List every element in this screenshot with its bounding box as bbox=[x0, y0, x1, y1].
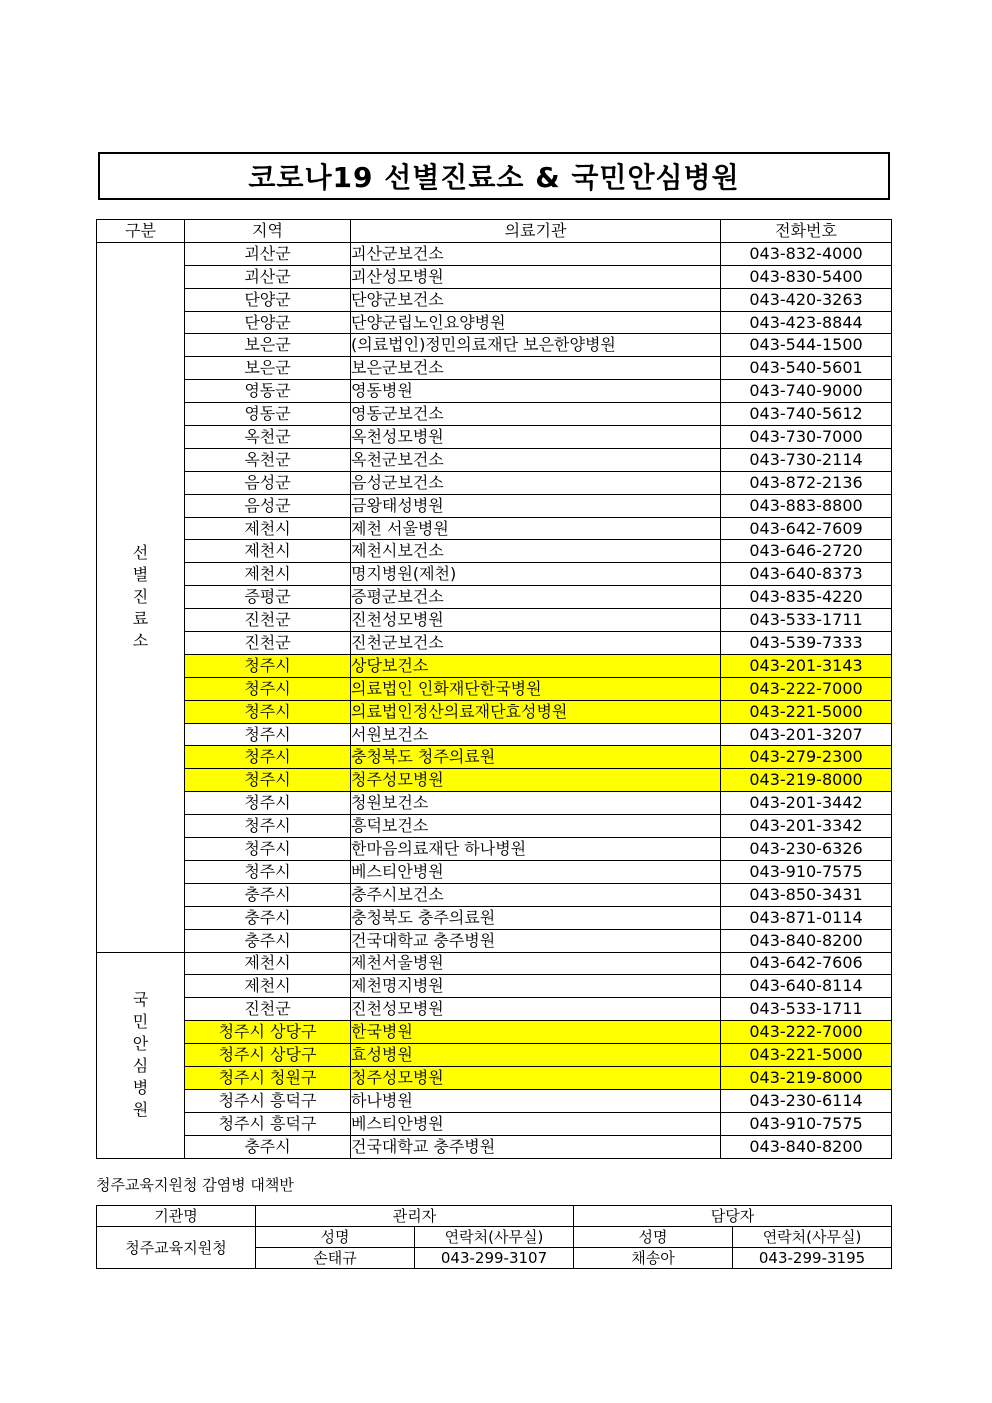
phone-cell: 043-279-2300 bbox=[721, 746, 892, 769]
table-row bbox=[97, 242, 892, 265]
region-cell: 제천시 bbox=[185, 563, 351, 586]
institution-cell: 괴산성모병원 bbox=[351, 265, 721, 288]
region-cell: 제천시 bbox=[185, 517, 351, 540]
page-title: 코로나19 선별진료소 & 국민안심병원 bbox=[248, 161, 740, 194]
institution-cell: 청주성모병원 bbox=[351, 769, 721, 792]
table-row bbox=[97, 540, 892, 563]
institution-cell: 상당보건소 bbox=[351, 654, 721, 677]
phone-cell: 043-840-8200 bbox=[721, 1135, 892, 1158]
phone-cell: 043-201-3342 bbox=[721, 815, 892, 838]
phone-cell: 043-830-5400 bbox=[721, 265, 892, 288]
institution-cell: 충주시보건소 bbox=[351, 883, 721, 906]
phone-cell: 043-201-3442 bbox=[721, 792, 892, 815]
staff-phone-label: 연락처(사무실) bbox=[733, 1227, 892, 1248]
manager-label: 관리자 bbox=[256, 1206, 574, 1227]
phone-cell: 043-640-8114 bbox=[721, 975, 892, 998]
table-row bbox=[97, 426, 892, 449]
region-cell: 진천군 bbox=[185, 632, 351, 655]
institution-cell: 단양군립노인요양병원 bbox=[351, 311, 721, 334]
institution-cell: 진천군보건소 bbox=[351, 632, 721, 655]
phone-cell: 043-740-9000 bbox=[721, 380, 892, 403]
table-row bbox=[97, 1021, 892, 1044]
institution-cell: 제천명지병원 bbox=[351, 975, 721, 998]
table-row bbox=[97, 403, 892, 426]
table-row bbox=[97, 746, 892, 769]
table-row bbox=[97, 815, 892, 838]
phone-cell: 043-642-7606 bbox=[721, 952, 892, 975]
table-row bbox=[97, 723, 892, 746]
phone-cell: 043-222-7000 bbox=[721, 677, 892, 700]
institution-cell: 보은군보건소 bbox=[351, 357, 721, 380]
manager-phone: 043-299-3107 bbox=[415, 1248, 574, 1269]
institution-cell: 한국병원 bbox=[351, 1021, 721, 1044]
category-label: 선별진료소 bbox=[132, 543, 149, 651]
header-phone: 전화번호 bbox=[721, 220, 892, 243]
table-row bbox=[97, 517, 892, 540]
institution-cell: 명지병원(제천) bbox=[351, 563, 721, 586]
table-row bbox=[97, 700, 892, 723]
institution-cell: 증평군보건소 bbox=[351, 586, 721, 609]
region-cell: 충주시 bbox=[185, 906, 351, 929]
phone-cell: 043-740-5612 bbox=[721, 403, 892, 426]
region-cell: 영동군 bbox=[185, 403, 351, 426]
header-institution: 의료기관 bbox=[351, 220, 721, 243]
phone-cell: 043-642-7609 bbox=[721, 517, 892, 540]
region-cell: 청주시 bbox=[185, 815, 351, 838]
table-row bbox=[97, 792, 892, 815]
region-cell: 청주시 bbox=[185, 838, 351, 861]
table-row bbox=[97, 1044, 892, 1067]
region-cell: 단양군 bbox=[185, 311, 351, 334]
title-box bbox=[98, 152, 890, 200]
header-category: 구분 bbox=[97, 220, 185, 243]
category-label: 국민안심병원 bbox=[132, 990, 149, 1119]
manager-name: 손태규 bbox=[256, 1248, 415, 1269]
institution-cell: 베스티안병원 bbox=[351, 860, 721, 883]
phone-cell: 043-201-3207 bbox=[721, 723, 892, 746]
institution-cell: 단양군보건소 bbox=[351, 288, 721, 311]
table-row bbox=[97, 883, 892, 906]
phone-cell: 043-872-2136 bbox=[721, 471, 892, 494]
table-body bbox=[97, 242, 892, 1158]
table-row bbox=[97, 311, 892, 334]
phone-cell: 043-539-7333 bbox=[721, 632, 892, 655]
region-cell: 증평군 bbox=[185, 586, 351, 609]
table-row bbox=[97, 860, 892, 883]
org-label: 기관명 bbox=[97, 1206, 256, 1227]
institution-cell: 제천 서울병원 bbox=[351, 517, 721, 540]
region-cell: 충주시 bbox=[185, 929, 351, 952]
region-cell: 음성군 bbox=[185, 471, 351, 494]
phone-cell: 043-423-8844 bbox=[721, 311, 892, 334]
institution-cell: 진천성모병원 bbox=[351, 998, 721, 1021]
region-cell: 청주시 상당구 bbox=[185, 1044, 351, 1067]
phone-cell: 043-871-0114 bbox=[721, 906, 892, 929]
region-cell: 청주시 흥덕구 bbox=[185, 1089, 351, 1112]
region-cell: 청주시 bbox=[185, 746, 351, 769]
header-region: 지역 bbox=[185, 220, 351, 243]
region-cell: 진천군 bbox=[185, 998, 351, 1021]
table-row bbox=[97, 929, 892, 952]
table-row bbox=[97, 288, 892, 311]
org-name: 청주교육지원청 bbox=[97, 1227, 256, 1269]
region-cell: 청주시 bbox=[185, 792, 351, 815]
phone-cell: 043-219-8000 bbox=[721, 769, 892, 792]
table-row bbox=[97, 998, 892, 1021]
region-cell: 청주시 bbox=[185, 723, 351, 746]
phone-cell: 043-730-2114 bbox=[721, 448, 892, 471]
table-row bbox=[97, 471, 892, 494]
region-cell: 보은군 bbox=[185, 334, 351, 357]
institution-cell: 영동병원 bbox=[351, 380, 721, 403]
contact-table bbox=[96, 1205, 892, 1269]
category-cell bbox=[97, 952, 185, 1158]
phone-cell: 043-730-7000 bbox=[721, 426, 892, 449]
region-cell: 옥천군 bbox=[185, 448, 351, 471]
region-cell: 제천시 bbox=[185, 975, 351, 998]
institution-cell: 청원보건소 bbox=[351, 792, 721, 815]
table-row bbox=[97, 609, 892, 632]
phone-cell: 043-840-8200 bbox=[721, 929, 892, 952]
region-cell: 영동군 bbox=[185, 380, 351, 403]
region-cell: 충주시 bbox=[185, 1135, 351, 1158]
table-row bbox=[97, 1089, 892, 1112]
region-cell: 청주시 bbox=[185, 700, 351, 723]
table-row bbox=[97, 265, 892, 288]
table-row bbox=[97, 632, 892, 655]
phone-cell: 043-219-8000 bbox=[721, 1066, 892, 1089]
table-row bbox=[97, 654, 892, 677]
institution-cell: 의료법인 인화재단한국병원 bbox=[351, 677, 721, 700]
contact-subheader-row bbox=[97, 1227, 892, 1248]
phone-cell: 043-533-1711 bbox=[721, 609, 892, 632]
staff-name: 채송아 bbox=[574, 1248, 733, 1269]
region-cell: 청주시 bbox=[185, 769, 351, 792]
phone-cell: 043-230-6326 bbox=[721, 838, 892, 861]
institution-cell: 음성군보건소 bbox=[351, 471, 721, 494]
footer-note: 청주교육지원청 감염병 대책반 bbox=[96, 1176, 294, 1194]
table-row bbox=[97, 357, 892, 380]
region-cell: 제천시 bbox=[185, 952, 351, 975]
phone-cell: 043-221-5000 bbox=[721, 700, 892, 723]
region-cell: 청주시 bbox=[185, 654, 351, 677]
institution-cell: (의료법인)정민의료재단 보은한양병원 bbox=[351, 334, 721, 357]
region-cell: 충주시 bbox=[185, 883, 351, 906]
institution-cell: 건국대학교 충주병원 bbox=[351, 929, 721, 952]
staff-name-label: 성명 bbox=[574, 1227, 733, 1248]
table-row bbox=[97, 494, 892, 517]
region-cell: 음성군 bbox=[185, 494, 351, 517]
region-cell: 청주시 상당구 bbox=[185, 1021, 351, 1044]
phone-cell: 043-910-7575 bbox=[721, 860, 892, 883]
table-header-row bbox=[97, 220, 892, 243]
phone-cell: 043-221-5000 bbox=[721, 1044, 892, 1067]
phone-cell: 043-533-1711 bbox=[721, 998, 892, 1021]
phone-cell: 043-835-4220 bbox=[721, 586, 892, 609]
region-cell: 괴산군 bbox=[185, 242, 351, 265]
manager-phone-label: 연락처(사무실) bbox=[415, 1227, 574, 1248]
table-row bbox=[97, 586, 892, 609]
region-cell: 옥천군 bbox=[185, 426, 351, 449]
region-cell: 진천군 bbox=[185, 609, 351, 632]
institution-cell: 한마음의료재단 하나병원 bbox=[351, 838, 721, 861]
phone-cell: 043-540-5601 bbox=[721, 357, 892, 380]
table-row bbox=[97, 975, 892, 998]
region-cell: 보은군 bbox=[185, 357, 351, 380]
phone-cell: 043-230-6114 bbox=[721, 1089, 892, 1112]
phone-cell: 043-910-7575 bbox=[721, 1112, 892, 1135]
region-cell: 청주시 흥덕구 bbox=[185, 1112, 351, 1135]
table-row bbox=[97, 563, 892, 586]
phone-cell: 043-222-7000 bbox=[721, 1021, 892, 1044]
staff-phone: 043-299-3195 bbox=[733, 1248, 892, 1269]
phone-cell: 043-832-4000 bbox=[721, 242, 892, 265]
phone-cell: 043-201-3143 bbox=[721, 654, 892, 677]
institution-cell: 옥천군보건소 bbox=[351, 448, 721, 471]
phone-cell: 043-640-8373 bbox=[721, 563, 892, 586]
phone-cell: 043-883-8800 bbox=[721, 494, 892, 517]
table-row bbox=[97, 952, 892, 975]
institution-cell: 옥천성모병원 bbox=[351, 426, 721, 449]
table-row bbox=[97, 380, 892, 403]
institution-cell: 충청북도 청주의료원 bbox=[351, 746, 721, 769]
region-cell: 청주시 bbox=[185, 677, 351, 700]
contact-header-row bbox=[97, 1206, 892, 1227]
region-cell: 제천시 bbox=[185, 540, 351, 563]
phone-cell: 043-544-1500 bbox=[721, 334, 892, 357]
phone-cell: 043-850-3431 bbox=[721, 883, 892, 906]
table-row bbox=[97, 1135, 892, 1158]
table-row bbox=[97, 906, 892, 929]
institution-cell: 하나병원 bbox=[351, 1089, 721, 1112]
region-cell: 괴산군 bbox=[185, 265, 351, 288]
institution-cell: 영동군보건소 bbox=[351, 403, 721, 426]
phone-cell: 043-646-2720 bbox=[721, 540, 892, 563]
region-cell: 청주시 bbox=[185, 860, 351, 883]
institution-cell: 청주성모병원 bbox=[351, 1066, 721, 1089]
table-row bbox=[97, 1066, 892, 1089]
staff-label: 담당자 bbox=[574, 1206, 892, 1227]
institution-cell: 제천서울병원 bbox=[351, 952, 721, 975]
institution-cell: 효성병원 bbox=[351, 1044, 721, 1067]
clinic-table bbox=[96, 219, 892, 1159]
table-row bbox=[97, 769, 892, 792]
institution-cell: 건국대학교 충주병원 bbox=[351, 1135, 721, 1158]
region-cell: 단양군 bbox=[185, 288, 351, 311]
institution-cell: 제천시보건소 bbox=[351, 540, 721, 563]
institution-cell: 흥덕보건소 bbox=[351, 815, 721, 838]
institution-cell: 의료법인정산의료재단효성병원 bbox=[351, 700, 721, 723]
table-row bbox=[97, 838, 892, 861]
institution-cell: 진천성모병원 bbox=[351, 609, 721, 632]
table-row bbox=[97, 448, 892, 471]
institution-cell: 충청북도 충주의료원 bbox=[351, 906, 721, 929]
table-row bbox=[97, 1112, 892, 1135]
institution-cell: 괴산군보건소 bbox=[351, 242, 721, 265]
institution-cell: 서원보건소 bbox=[351, 723, 721, 746]
institution-cell: 금왕태성병원 bbox=[351, 494, 721, 517]
region-cell: 청주시 청원구 bbox=[185, 1066, 351, 1089]
phone-cell: 043-420-3263 bbox=[721, 288, 892, 311]
table-row bbox=[97, 677, 892, 700]
manager-name-label: 성명 bbox=[256, 1227, 415, 1248]
institution-cell: 베스티안병원 bbox=[351, 1112, 721, 1135]
table-row bbox=[97, 334, 892, 357]
category-cell bbox=[97, 242, 185, 952]
